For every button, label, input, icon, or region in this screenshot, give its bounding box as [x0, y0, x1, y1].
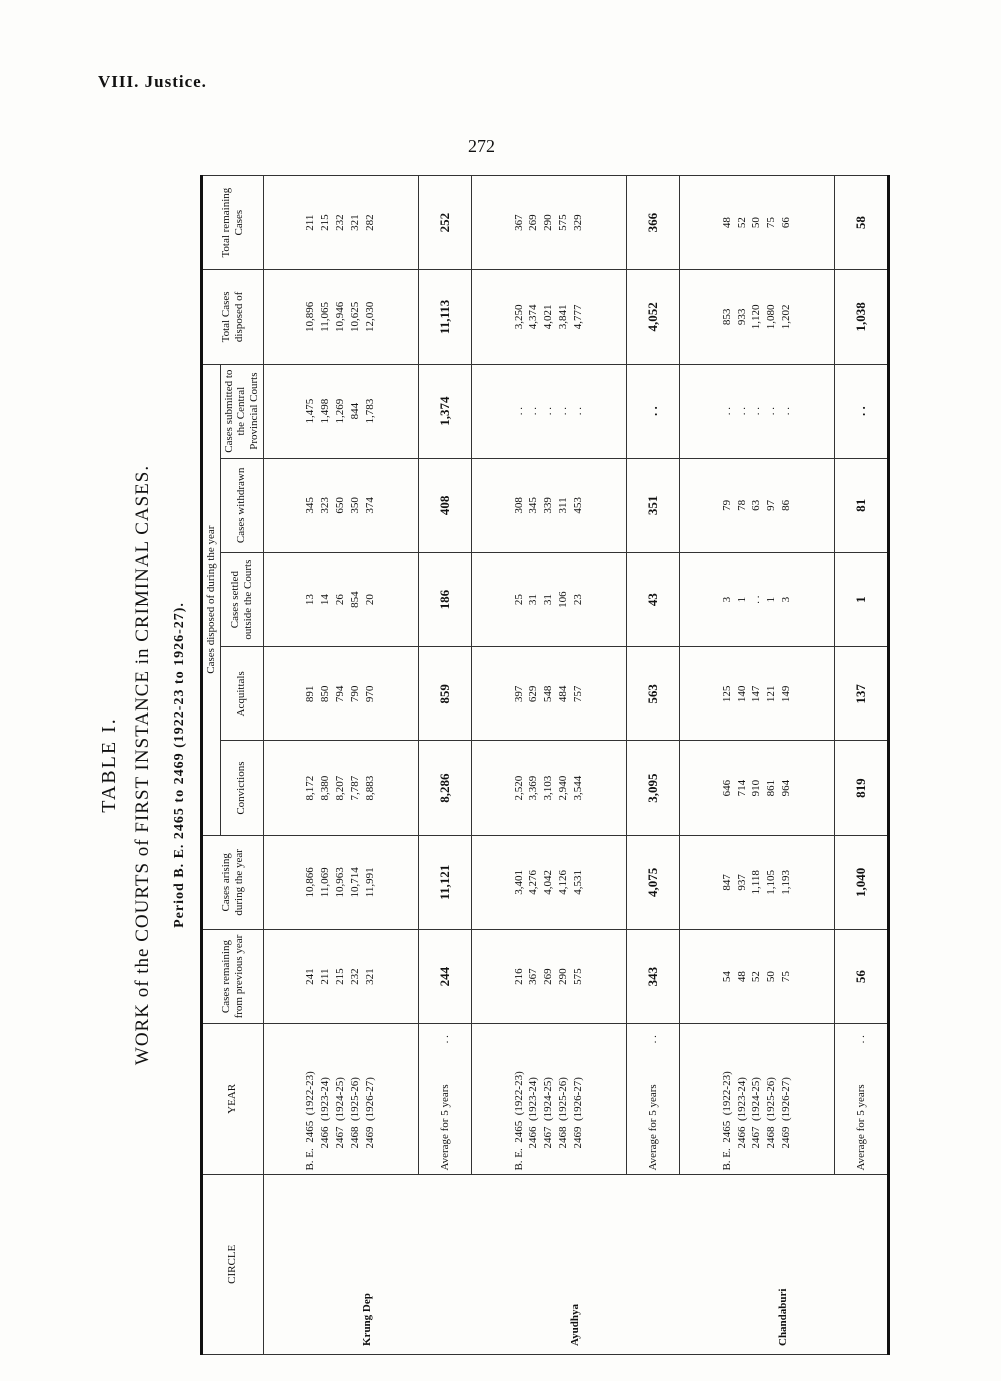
cell-value: 790: [348, 685, 361, 703]
cell-value: 757: [571, 685, 584, 703]
average-label-text: Average for 5 years: [438, 1084, 451, 1171]
circle-name: Chandaburi: [679, 1174, 888, 1354]
avg-submitted: . .: [834, 364, 888, 458]
cell-value: 241: [304, 968, 317, 985]
cell-value: 575: [571, 968, 584, 985]
cell-arising: [679, 835, 834, 929]
cell-withdrawn: [679, 458, 834, 552]
avg-withdrawn: 81: [834, 458, 888, 552]
cell-value: 48: [720, 217, 733, 229]
cell-value: 25: [512, 594, 525, 606]
avg-total-disposed: 4,052: [626, 270, 679, 364]
cell-value: 345: [304, 497, 317, 514]
avg-total-disposed: 11,113: [418, 270, 471, 364]
cell-value: 79: [720, 499, 733, 511]
cell-value: 125: [720, 685, 733, 703]
average-label-text: Average for 5 years: [854, 1084, 867, 1171]
cell-value: 3,103: [542, 775, 555, 801]
cell-value: 311: [557, 497, 570, 514]
cell-value: 78: [735, 499, 748, 511]
cell-value: 575: [557, 214, 570, 231]
cell-value: 7,787: [348, 775, 361, 801]
cell-value: 11,065: [319, 301, 332, 332]
cell-value: 345: [527, 497, 540, 514]
cell-value: 844: [348, 402, 361, 420]
cell-total-remaining: [263, 176, 418, 270]
cell-value: 891: [304, 685, 317, 703]
cell-value: 282: [363, 214, 376, 231]
cell-convictions: [263, 741, 418, 835]
cell-value: 3: [780, 596, 793, 603]
cell-value: 215: [334, 968, 347, 985]
cell-value: 23: [571, 594, 584, 606]
cell-value: 4,777: [571, 304, 584, 330]
average-dots: . .: [438, 1035, 451, 1044]
cell-value: 3,544: [571, 775, 584, 801]
cell-value: 3,841: [557, 304, 570, 330]
cell-value: 4,042: [542, 869, 555, 895]
cell-value: 290: [557, 968, 570, 985]
cell-value: 10,946: [334, 301, 347, 333]
cell-value: 211: [319, 968, 332, 985]
cell-value: 1: [765, 596, 778, 603]
cell-value: 10,963: [334, 867, 347, 898]
cell-value: 714: [735, 779, 748, 797]
avg-total-remaining: 366: [626, 176, 679, 270]
cell-value: 548: [542, 685, 555, 703]
avg-withdrawn: 351: [626, 458, 679, 552]
cell-value: 321: [363, 968, 376, 985]
cell-value: 149: [780, 685, 793, 703]
cell-value: 397: [512, 685, 525, 703]
cell-value: 75: [765, 217, 778, 229]
avg-acquittals: 137: [834, 647, 888, 741]
cell-acquittals: [263, 647, 418, 741]
header-arising: Cases arising during the year: [202, 835, 264, 929]
cell-value: 1,118: [750, 870, 763, 895]
circle-name: Ayudhya: [471, 1174, 679, 1354]
cell-settled-outside: [679, 553, 834, 647]
header-submitted: Cases submitted to the Central Provincial Courts: [220, 364, 263, 458]
cell-value: 1,783: [363, 398, 376, 424]
average-label: [626, 1024, 679, 1174]
cell-value: 854: [348, 591, 361, 608]
cell-settled-outside: [263, 553, 418, 647]
page-number: 272: [468, 136, 495, 156]
cell-total-remaining: [471, 176, 626, 270]
cell-value: 1,269: [334, 398, 347, 424]
cell-value: 31: [527, 594, 540, 606]
cell-value: . .: [557, 407, 570, 416]
average-label: [834, 1024, 888, 1174]
cell-value: 97: [765, 499, 778, 511]
avg-arising: 11,121: [418, 835, 471, 929]
cell-value: 14: [319, 594, 332, 606]
avg-settled-outside: 43: [626, 553, 679, 647]
avg-total-disposed: 1,038: [834, 270, 888, 364]
header-year: YEAR: [202, 1024, 264, 1174]
cell-value: 1,105: [765, 869, 778, 895]
cell-value: 374: [363, 497, 376, 514]
avg-convictions: 819: [834, 741, 888, 835]
cell-value: 8,207: [334, 775, 347, 801]
cell-value: 48: [735, 971, 748, 983]
cell-remaining-prev: [679, 929, 834, 1023]
cell-withdrawn: [263, 458, 418, 552]
table-number: TABLE I.: [98, 717, 120, 813]
cell-value: 937: [735, 874, 748, 891]
cell-value: 321: [348, 214, 361, 231]
cell-value: . .: [750, 407, 763, 416]
cell-value: 933: [735, 308, 748, 326]
cell-value: 216: [512, 968, 525, 985]
avg-settled-outside: 186: [418, 553, 471, 647]
cell-submitted: [263, 364, 418, 458]
avg-submitted: . .: [626, 364, 679, 458]
avg-settled-outside: 1: [834, 553, 888, 647]
header-acquittals: Acquittals: [220, 647, 263, 741]
avg-remaining-prev: 343: [626, 929, 679, 1023]
cell-value: 1: [735, 596, 748, 603]
avg-remaining-prev: 244: [418, 929, 471, 1023]
cell-value: 8,172: [304, 775, 317, 801]
avg-convictions: 3,095: [626, 741, 679, 835]
cell-value: 1,080: [765, 304, 778, 330]
year-list: B. E. 2465 (1922-23) 2466 (1923-24) 2467 (1924-25) 2468 (1925-26) 2469 (1926-27): [679, 1024, 834, 1174]
table-header: [202, 176, 264, 1355]
cell-value: 850: [319, 685, 332, 703]
cell-value: . .: [735, 407, 748, 416]
cell-value: 339: [542, 497, 555, 514]
cell-withdrawn: [471, 458, 626, 552]
cell-value: 121: [765, 685, 778, 703]
cell-value: 367: [527, 968, 540, 985]
cell-value: 215: [319, 214, 332, 231]
table-body: [263, 176, 888, 1355]
header-circle: CIRCLE: [202, 1174, 264, 1354]
cell-value: 646: [720, 779, 733, 797]
cell-value: 52: [750, 971, 763, 983]
cell-value: 11,991: [363, 867, 376, 898]
table-row: [263, 176, 418, 1355]
cell-value: 13: [304, 594, 317, 606]
cell-value: 20: [363, 594, 376, 606]
cell-value: 66: [780, 217, 793, 229]
cell-value: 3,250: [512, 304, 525, 330]
average-dots: . .: [854, 1035, 867, 1044]
cell-value: 4,021: [542, 304, 555, 330]
average-label-text: Average for 5 years: [646, 1084, 659, 1171]
avg-acquittals: 859: [418, 647, 471, 741]
cell-arising: [471, 835, 626, 929]
cell-value: 54: [720, 971, 733, 983]
criminal-cases-table: [200, 175, 890, 1355]
cell-value: 4,276: [527, 869, 540, 895]
cell-submitted: [679, 364, 834, 458]
cell-value: . .: [571, 407, 584, 416]
cell-value: 75: [780, 971, 793, 983]
cell-value: 10,896: [304, 301, 317, 333]
cell-value: 86: [780, 499, 793, 511]
cell-value: 308: [512, 497, 525, 514]
avg-withdrawn: 408: [418, 458, 471, 552]
avg-remaining-prev: 56: [834, 929, 888, 1023]
cell-value: 629: [527, 685, 540, 703]
cell-value: 1,498: [319, 398, 332, 424]
cell-value: 323: [319, 497, 332, 514]
cell-total-disposed: [679, 270, 834, 364]
cell-value: . .: [765, 407, 778, 416]
table-period: Period B. E. 2465 to 2469 (1922-23 to 1926-27).: [172, 602, 187, 928]
header-withdrawn: Cases withdrawn: [220, 458, 263, 552]
cell-value: 31: [542, 594, 555, 606]
cell-value: 8,883: [363, 775, 376, 801]
cell-remaining-prev: [263, 929, 418, 1023]
header-remaining-prev: Cases remaining from previous year: [202, 929, 264, 1023]
cell-value: 794: [334, 685, 347, 703]
rotated-table-block: [90, 175, 930, 1355]
average-dots: . .: [646, 1035, 659, 1044]
header-disposed-group: Cases disposed of during the year: [202, 364, 221, 835]
cell-convictions: [679, 741, 834, 835]
header-convictions: Convictions: [220, 741, 263, 835]
cell-value: 847: [720, 874, 733, 891]
average-label: [418, 1024, 471, 1174]
cell-value: 453: [571, 497, 584, 514]
cell-value: 12,030: [363, 301, 376, 333]
cell-value: 861: [765, 779, 778, 797]
cell-value: 1,475: [304, 398, 317, 424]
cell-value: 10,625: [348, 301, 361, 333]
cell-value: . .: [780, 407, 793, 416]
cell-value: 269: [542, 968, 555, 985]
cell-value: 147: [750, 685, 763, 703]
cell-value: 4,531: [571, 869, 584, 895]
cell-value: 1,202: [780, 304, 793, 330]
cell-arising: [263, 835, 418, 929]
cell-value: 329: [571, 214, 584, 231]
cell-value: 10,714: [348, 867, 361, 898]
cell-value: 350: [348, 497, 361, 514]
cell-value: 650: [334, 497, 347, 514]
cell-value: 290: [542, 214, 555, 231]
cell-value: 106: [557, 591, 570, 608]
cell-value: . .: [512, 407, 525, 416]
cell-value: 50: [750, 217, 763, 229]
avg-arising: 4,075: [626, 835, 679, 929]
cell-value: 140: [735, 685, 748, 703]
cell-value: 964: [780, 779, 793, 797]
cell-value: 367: [512, 214, 525, 231]
cell-value: . .: [542, 407, 555, 416]
avg-submitted: 1,374: [418, 364, 471, 458]
cell-value: 11,069: [319, 867, 332, 898]
cell-total-disposed: [263, 270, 418, 364]
cell-total-disposed: [471, 270, 626, 364]
cell-value: 2,940: [557, 775, 570, 801]
cell-value: 484: [557, 685, 570, 703]
cell-value: 3,401: [512, 869, 525, 895]
cell-value: 26: [334, 594, 347, 606]
year-list: B. E. 2465 (1922-23) 2466 (1923-24) 2467 (1924-25) 2468 (1925-26) 2469 (1926-27): [471, 1024, 626, 1174]
year-list: B. E. 2465 (1922-23) 2466 (1923-24) 2467 (1924-25) 2468 (1925-26) 2469 (1926-27): [263, 1024, 418, 1174]
cell-value: 4,374: [527, 304, 540, 330]
table-row: [471, 176, 626, 1355]
cell-value: 1,193: [780, 869, 793, 895]
section-heading: VIII. Justice.: [98, 72, 207, 91]
header-total-remaining: Total remaining Cases: [202, 176, 264, 270]
table-row: [679, 176, 834, 1355]
cell-value: . .: [750, 595, 763, 604]
cell-value: 3: [720, 596, 733, 603]
avg-total-remaining: 252: [418, 176, 471, 270]
cell-value: 211: [304, 214, 317, 231]
cell-value: 50: [765, 971, 778, 983]
cell-value: 232: [348, 968, 361, 985]
cell-value: 63: [750, 499, 763, 511]
cell-value: 970: [363, 685, 376, 703]
cell-value: . .: [527, 407, 540, 416]
cell-value: 1,120: [750, 304, 763, 330]
header-settled-outside: Cases settled outside the Courts: [220, 553, 263, 647]
avg-arising: 1,040: [834, 835, 888, 929]
cell-value: 910: [750, 779, 763, 797]
cell-value: 2,520: [512, 775, 525, 801]
avg-total-remaining: 58: [834, 176, 888, 270]
cell-acquittals: [471, 647, 626, 741]
cell-submitted: [471, 364, 626, 458]
cell-value: 52: [735, 217, 748, 229]
cell-acquittals: [679, 647, 834, 741]
header-total-disposed: Total Cases disposed of: [202, 270, 264, 364]
cell-settled-outside: [471, 553, 626, 647]
cell-value: 269: [527, 214, 540, 231]
circle-name: Krung Dep: [263, 1174, 471, 1354]
cell-value: 853: [720, 308, 733, 326]
table-title: WORK of the COURTS of FIRST INSTANCE in CRIMINAL CASES.: [132, 464, 153, 1066]
cell-value: . .: [720, 407, 733, 416]
cell-total-remaining: [679, 176, 834, 270]
avg-convictions: 8,286: [418, 741, 471, 835]
cell-remaining-prev: [471, 929, 626, 1023]
avg-acquittals: 563: [626, 647, 679, 741]
cell-value: 10,866: [304, 867, 317, 898]
cell-value: 8,380: [319, 775, 332, 801]
cell-convictions: [471, 741, 626, 835]
cell-value: 4,126: [557, 869, 570, 895]
cell-value: 232: [334, 214, 347, 231]
cell-value: 3,369: [527, 775, 540, 801]
